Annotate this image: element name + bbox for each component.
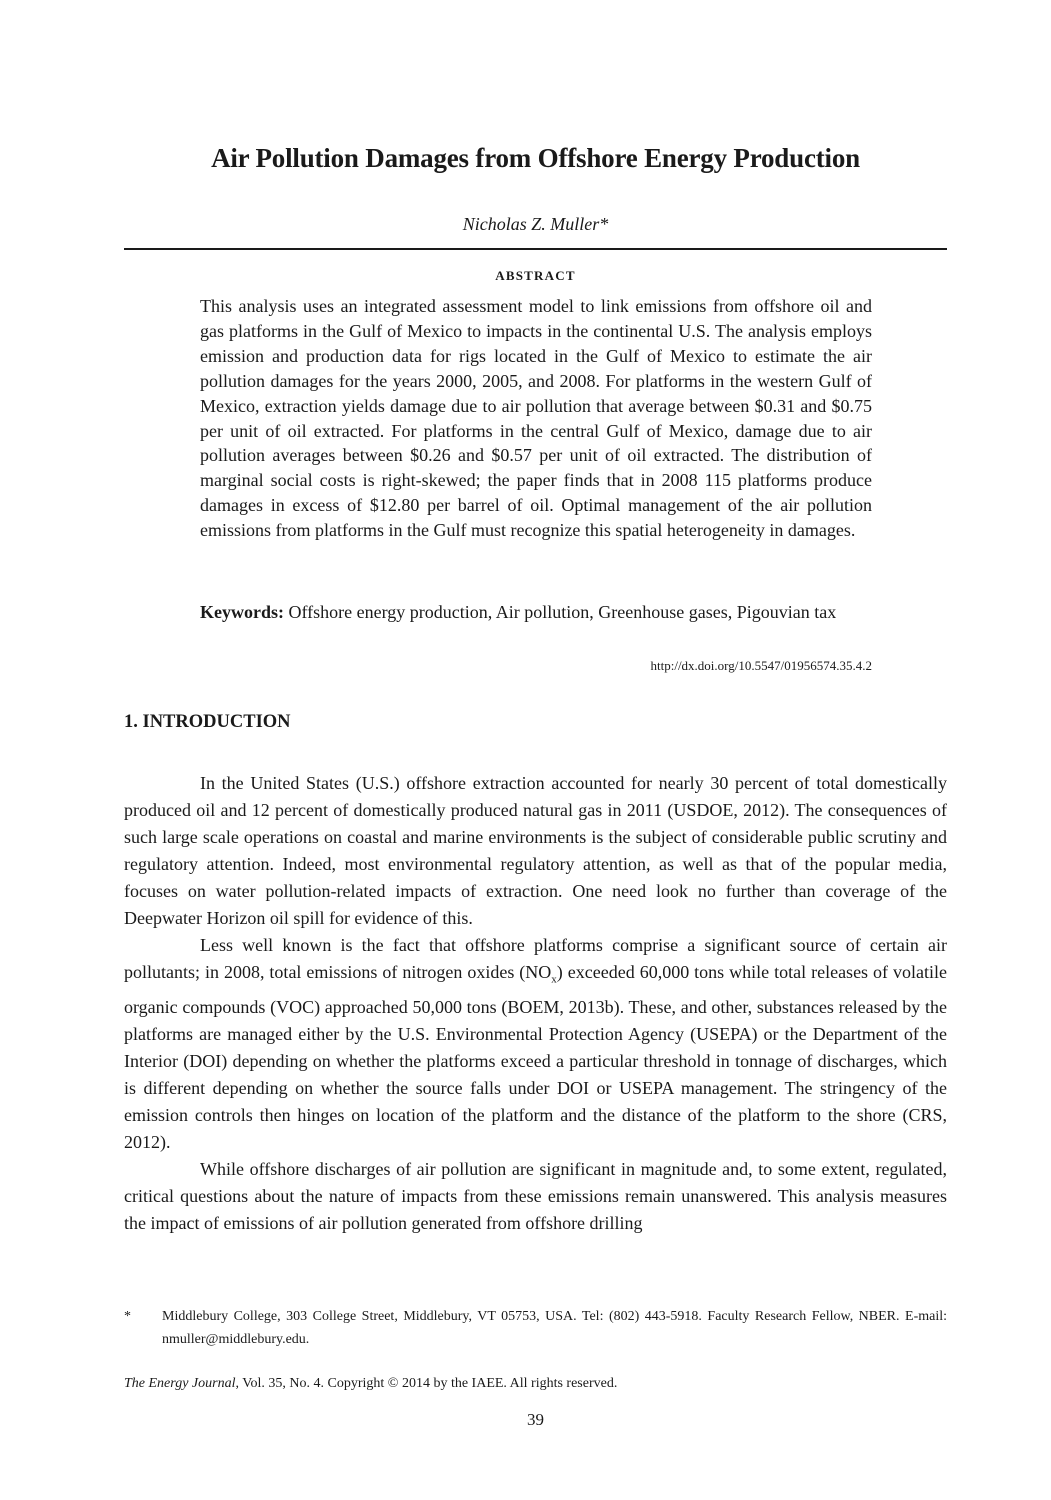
introduction-body — [124, 770, 947, 1237]
subscript-x: x — [551, 973, 557, 986]
paragraph-2: Less well known is the fact that offshore platforms comprise a significant source of certain air pollutants; in 2008, total emissions of nitrogen oxides $(NO_x)$ exceeded 60,000 tons while total releases of volatile organic compounds (VOC) approached 50,000 tons (BOEM, 2013b). These, and other, substances released by the platforms are managed either by the U.S. Environmental Protection Agency (USEPA) or the Department of the Interior (DOI) depending on whether the platforms exceed a particular threshold in tonnage of discharges, which is different depending on whether the source falls under DOI or USEPA management. The stringency of the emission controls then hinges on location of the platform and the distance of the platform to the shore (CRS, 2012). — [124, 935, 947, 1152]
keywords — [200, 600, 872, 625]
footnote-mark: * — [124, 1309, 131, 1324]
paper-title: Air Pollution Damages from Offshore Energy Production — [211, 143, 860, 173]
doi-link[interactable]: http://dx.doi.org/10.5547/01956574.35.4.2 — [650, 658, 872, 673]
page-number: 39 — [527, 1410, 544, 1429]
footnote — [124, 1305, 947, 1351]
section-heading: 1. INTRODUCTION — [124, 712, 291, 732]
abstract-heading: ABSTRACT — [495, 268, 576, 283]
abstract-body: This analysis uses an integrated assessment model to link emissions from offshore oil and gas platforms in the Gulf of Mexico to impacts in the continental U.S. The analysis employs emission and production data for rigs located in the Gulf of Mexico to estimate the air pollution damages for the years 2000, 2005, and 2008. For platforms in the western Gulf of Mexico, extraction yields damage due to air pollution that average between $0.31 and $0.75 per unit of oil extracted. For platforms in the central Gulf of Mexico, damage due to air pollution averages between $0.26 and $0.57 per unit of oil extracted. The distribution of marginal social costs is right-skewed; the paper finds that in 2008 115 platforms produce damages in excess of $12.80 per barrel of oil. Optimal management of the air pollution emissions from platforms in the Gulf must recognize this spatial heterogeneity in damages. — [200, 296, 872, 541]
keywords-label: Keywords: — [200, 602, 284, 622]
keywords-list: Offshore energy production, Air pollution, Greenhouse gases, Pigouvian tax — [288, 602, 837, 622]
author-name: Nicholas Z. Muller* — [462, 214, 609, 234]
journal-name: The Energy Journal — [124, 1376, 236, 1391]
journal-citation — [124, 1376, 947, 1392]
citation-rest: , Vol. 35, No. 4. Copyright © 2014 by the IAEE. All rights reserved. — [235, 1376, 618, 1391]
paragraph-3: While offshore discharges of air pollution are significant in magnitude and, to some extent, regulated, critical questions about the nature of impacts from these emissions remain unanswered. This analysis measures the impact of emissions of air pollution generated from offshore drilling — [124, 1158, 947, 1233]
footnote-text: Middlebury College, 303 College Street, Middlebury, VT 05753, USA. Tel: (802) 443-5918. Faculty Research Fellow, NBER. E-mail: nmuller@middlebury.edu. — [162, 1309, 947, 1347]
paragraph-1: In the United States (U.S.) offshore extraction accounted for nearly 30 percent of total domestically produced oil and 12 percent of domestically produced natural gas in 2011 (USDOE, 2012). The consequences of such large scale operations on coastal and marine environments is the subject of considerable public scrutiny and regulatory attention. Indeed, most environmental regulatory attention, as well as that of the popular media, focuses on water pollution-related impacts of extraction. One need look no further than coverage of the Deepwater Horizon oil spill for evidence of this. — [124, 773, 947, 928]
header-rule — [124, 248, 947, 250]
